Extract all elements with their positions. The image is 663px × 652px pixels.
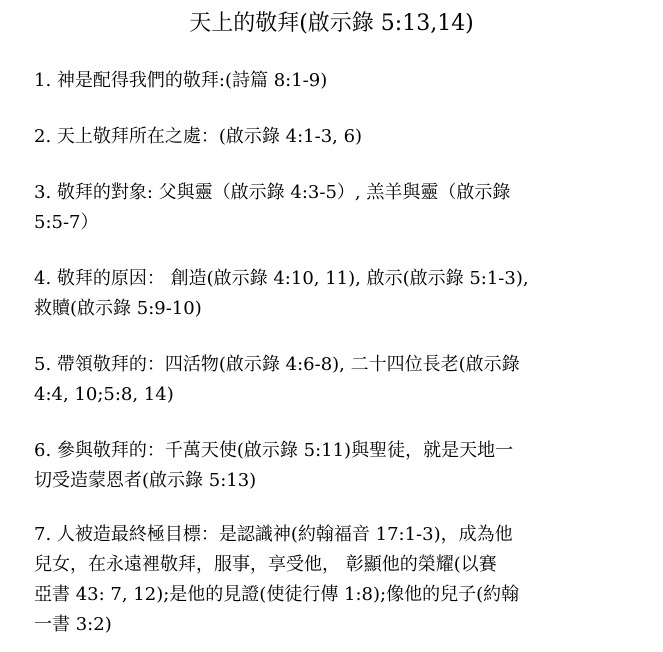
item-1-line-1: 1. 神是配得我們的敬拜:(詩篇 8:1-9) <box>34 70 328 91</box>
item-3-line-1: 3. 敬拜的對象: 父與靈（啟示錄 4:3-5）, 羔羊與靈（啟示錄 <box>34 182 511 203</box>
item-4-line-1: 4. 敬拜的原因： 創造(啟示錄 4:10, 11), 啟示(啟示錄 5:1-3), <box>34 268 529 289</box>
page-title: 天上的敬拜(啟示錄 5:13,14) <box>189 11 474 36</box>
list-item-4 <box>34 264 634 324</box>
item-5-line-1: 5. 帶領敬拜的：四活物(啟示錄 4:6-8), 二十四位長老(啟示錄 <box>34 354 520 375</box>
list-item-5 <box>34 350 634 410</box>
list-item-6 <box>34 436 634 496</box>
item-7-line-4: 一書 3:2) <box>34 614 112 635</box>
item-2-line-1: 2. 天上敬拜所在之處：(啟示錄 4:1-3, 6) <box>34 126 363 147</box>
item-3-line-2: 5:5-7） <box>34 212 99 233</box>
item-5-line-2: 4:4, 10;5:8, 14) <box>34 384 174 405</box>
list-item-1 <box>34 66 634 96</box>
item-7-line-2: 兒女，在永遠裡敬拜，服事，享受他， 彰顯他的榮耀(以賽 <box>34 554 497 575</box>
item-6-line-2: 切受造蒙恩者(啟示錄 5:13) <box>34 470 257 491</box>
item-4-line-2: 救贖(啟示錄 5:9-10) <box>34 298 202 319</box>
item-7-line-3: 亞書 43: 7, 12);是他的見證(使徒行傳 1:8);像他的兒子(約翰 <box>34 584 520 605</box>
list-item-7 <box>34 520 634 640</box>
list-item-3 <box>34 178 634 238</box>
item-6-line-1: 6. 參與敬拜的：千萬天使(啟示錄 5:11)與聖徒，就是天地一 <box>34 440 514 461</box>
list-item-2 <box>34 122 634 152</box>
item-7-line-1: 7. 人被造最終極目標：是認識神(約翰福音 17:1-3)，成為他 <box>34 524 513 545</box>
